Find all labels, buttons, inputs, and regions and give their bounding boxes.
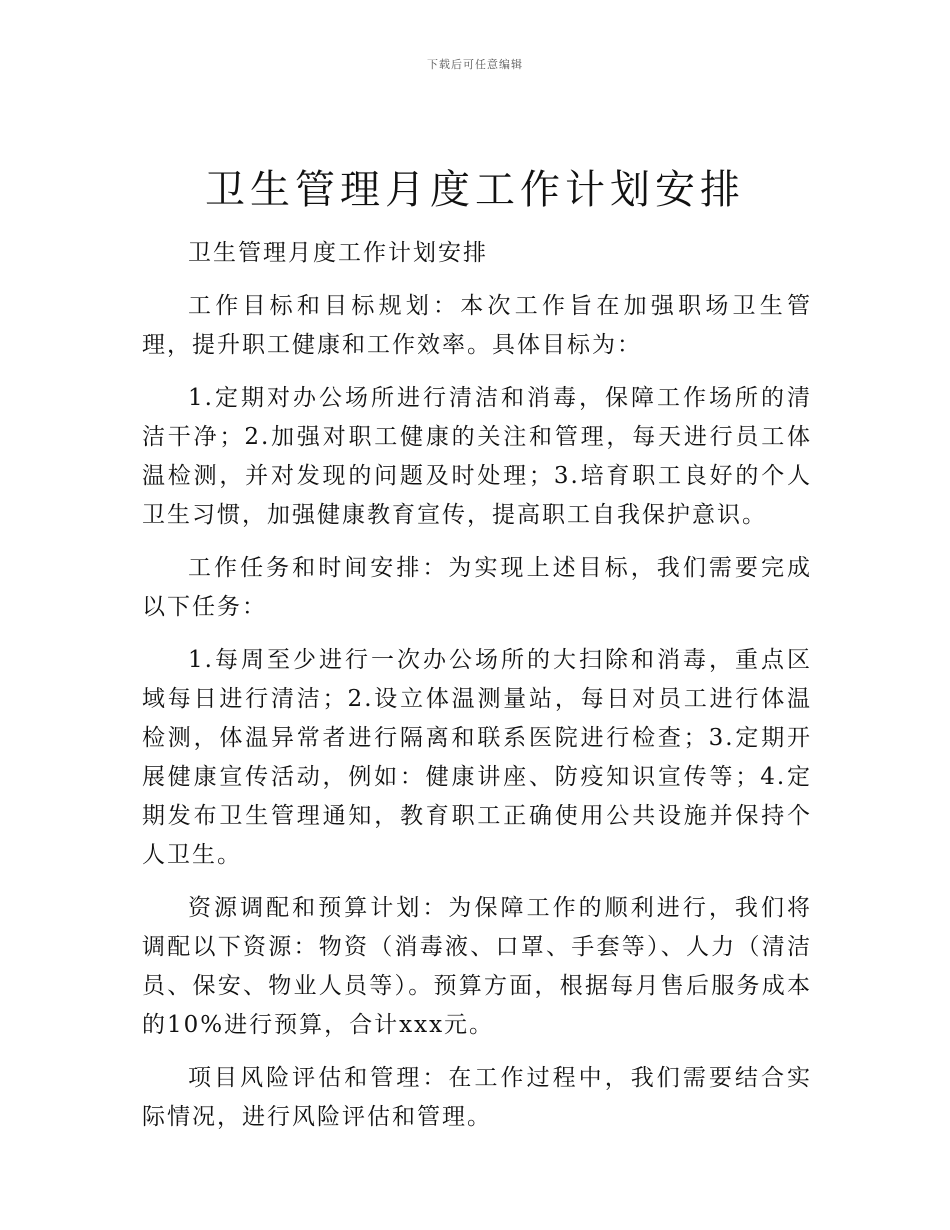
page-header-note: 下载后可任意编辑: [427, 58, 523, 71]
document-title: 卫生管理月度工作计划安排: [205, 167, 745, 213]
paragraph-subtitle: 卫生管理月度工作计划安排: [188, 240, 488, 266]
paragraph-resources-budget: 资源调配和预算计划：为保障工作的顺利进行，我们将调配以下资源：物资（消毒液、口罩、手套等）、人力（清洁员、保安、物业人员等）。预算方面，根据每月售后服务成本的10%进行预算，合计xxx元。: [142, 895, 812, 1038]
paragraph-tasks-intro: 工作任务和时间安排：为实现上述目标，我们需要完成以下任务：: [142, 555, 812, 620]
paragraph-goals-list: 1.定期对办公场所进行清洁和消毒，保障工作场所的清洁干净；2.加强对职工健康的关注和管理，每天进行员工体温检测，并对发现的问题及时处理；3.培育职工良好的个人卫生习惯，加强健康教育宣传，提高职工自我保护意识。: [142, 385, 812, 528]
paragraph-risk-management: 项目风险评估和管理：在工作过程中，我们需要结合实际情况，进行风险评估和管理。: [142, 1065, 812, 1130]
document-body: [142, 234, 812, 1151]
paragraph-goals-intro: 工作目标和目标规划：本次工作旨在加强职场卫生管理，提升职工健康和工作效率。具体目标为：: [142, 293, 812, 358]
paragraph-tasks-list: 1.每周至少进行一次办公场所的大扫除和消毒，重点区域每日进行清洁；2.设立体温测量站，每日对员工进行体温检测，体温异常者进行隔离和联系医院进行检查；3.定期开展健康宣传活动，例如：健康讲座、防疫知识宣传等；4.定期发布卫生管理通知，教育职工正确使用公共设施并保持个人卫生。: [142, 647, 812, 868]
